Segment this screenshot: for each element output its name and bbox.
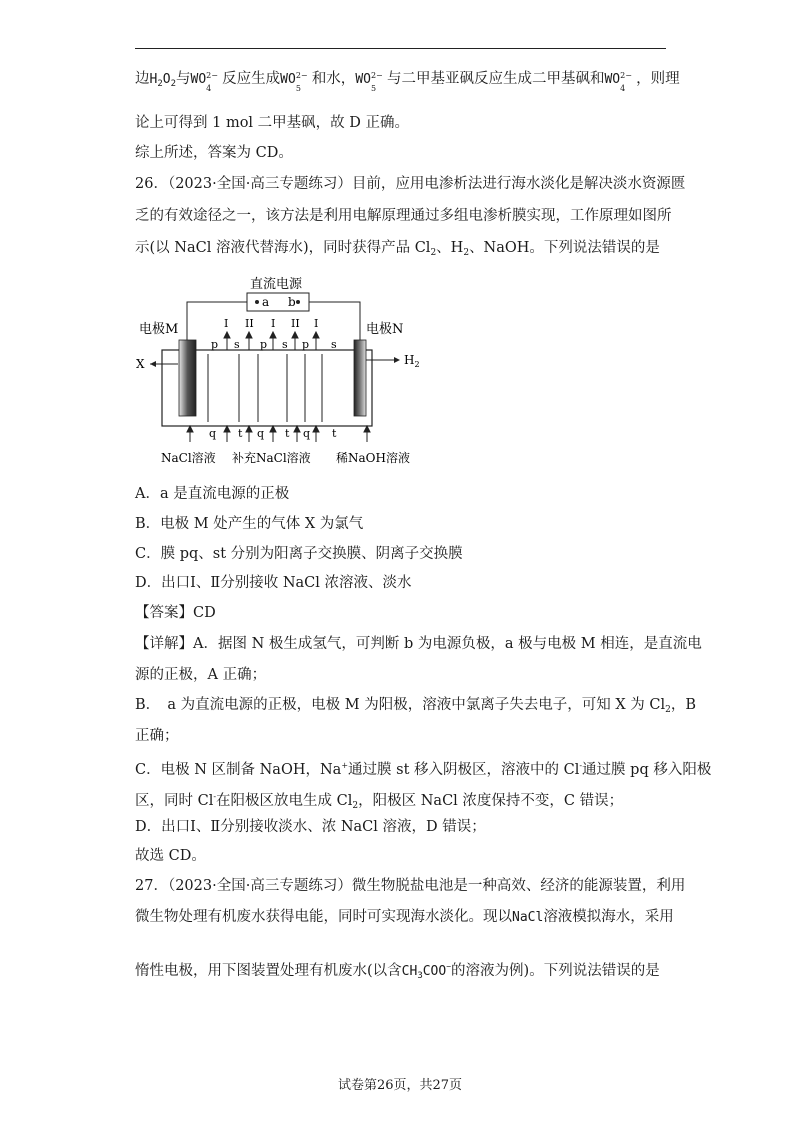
inlet-nacl-label: NaCl溶液 (161, 451, 216, 465)
outlet-h2-arrow (394, 357, 400, 363)
bottom-label-t3: t (332, 427, 337, 440)
electrodialysis-diagram (130, 272, 430, 472)
top-label-p2: p (260, 338, 268, 351)
fragment-line-2: 论上可得到 1 mol 二甲基砜，故 D 正确。 (135, 115, 410, 131)
bottom-label-q3: q (303, 427, 311, 440)
inlet-supplement-label: 补充NaCl溶液 (232, 451, 311, 465)
terminal-a-label: a (262, 295, 270, 309)
option-c: C．膜 pq、st 分别为阳离子交换膜、阴离子交换膜 (135, 546, 463, 562)
q26-line-1: 26．（2023·全国·高三专题练习）目前，应用电渗析法进行海水淡化是解决淡水资源匮 (135, 176, 686, 192)
wire-a (187, 302, 247, 340)
electrode-m-label: 电极M (139, 322, 179, 337)
electrode-n (354, 340, 366, 416)
bottom-label-t1: t (238, 427, 243, 440)
q26-line-3: 示(以 NaCl 溶液代替海水)，同时获得产品 $Cl_2$、$H_2$、NaOH。下列说法错误的是 (135, 240, 660, 258)
top-label-s3: s (331, 338, 337, 351)
q26-line-2: 乏的有效途径之一，该方法是利用电解原理通过多组电渗析膜实现，工作原理如图所 (135, 208, 672, 224)
outlet-label-1: I (224, 317, 229, 330)
outlet-label-4: II (291, 317, 300, 330)
outlet-label-3: I (271, 317, 276, 330)
detail-line-1: 【详解】A．据图 N 极生成氢气，可判断 b 为电源负极，a 极与电极 M 相连，是直流电 (135, 636, 702, 652)
q27-line-2: 微生物处理有机废水获得电能，同时可实现海水淡化。现以NaCl溶液模拟海水，采用 (135, 909, 674, 925)
terminal-b-label: b (288, 295, 296, 309)
outlet-h2-label: $H_2$ (404, 353, 420, 369)
electrode-n-label: 电极N (366, 322, 404, 337)
top-label-p3: p (302, 338, 310, 351)
detail-line-7: D．出口Ⅰ、Ⅱ分别接收淡水、浓 NaCl 溶液，D 错误； (135, 819, 486, 835)
option-a: A．a 是直流电源的正极 (135, 486, 290, 502)
outlet-label-5: I (314, 317, 319, 330)
fragment-line-1: 边$H_2O_2$与WO 2− 4 反应生成WO 2− 5 和水，WO 2− 5 与二甲基亚砜反应生成二甲基砜和WO 2− 4 ，则理 (135, 71, 680, 93)
q27-line-1: 27．（2023·全国·高三专题练习）微生物脱盐电池是一种高效、经济的能源装置，利用 (135, 878, 686, 894)
detail-line-5: C．电极 N 区制备 NaOH，Na+通过膜 st 移入阴极区，溶液中的 Cl-通过膜 pq 移入阳极 (135, 761, 712, 778)
option-d: D．出口Ⅰ、Ⅱ分别接收 NaCl 浓溶液、淡水 (135, 575, 412, 591)
top-label-s2: s (282, 338, 288, 351)
outlet-x-arrow (150, 361, 156, 367)
outlet-label-2: II (245, 317, 254, 330)
terminal-a-dot (255, 300, 259, 304)
q27-line-3: 惰性电极，用下图装置处理有机废水(以含$CH_3COO^-$的溶液为例)。下列说法错误的是 (135, 962, 660, 981)
option-b: B．电极 M 处产生的气体 X 为氯气 (135, 516, 364, 532)
header-rule (135, 48, 666, 49)
bottom-label-q1: q (209, 427, 217, 440)
fragment-line-3: 综上所述，答案为 CD。 (135, 145, 293, 161)
outlet-x-label: X (136, 357, 145, 371)
inlet-naoh-label: 稀NaOH溶液 (336, 451, 410, 465)
bottom-label-t2: t (285, 427, 290, 440)
electrode-m (179, 340, 196, 416)
detail-line-3: B． a 为直流电源的正极，电极 M 为阳极，溶液中氯离子失去电子，可知 X 为 $Cl_2$，B (135, 697, 696, 715)
answer-line: 【答案】CD (135, 605, 216, 621)
detail-line-4: 正确； (135, 728, 179, 744)
detail-line-2: 源的正极，A 正确； (135, 667, 267, 683)
page-footer: 试卷第26页，共27页 (337, 1078, 463, 1093)
detail-line-8: 故选 CD。 (135, 848, 206, 864)
bottom-label-q2: q (257, 427, 265, 440)
terminal-b-dot (296, 300, 300, 304)
power-label: 直流电源 (250, 277, 303, 292)
top-label-s1: s (234, 338, 240, 351)
top-label-p1: p (211, 338, 219, 351)
detail-line-6: 区，同时 Cl-在阳极区放电生成 $Cl_2$，阳极区 NaCl 浓度保持不变，C 错误； (135, 792, 624, 811)
